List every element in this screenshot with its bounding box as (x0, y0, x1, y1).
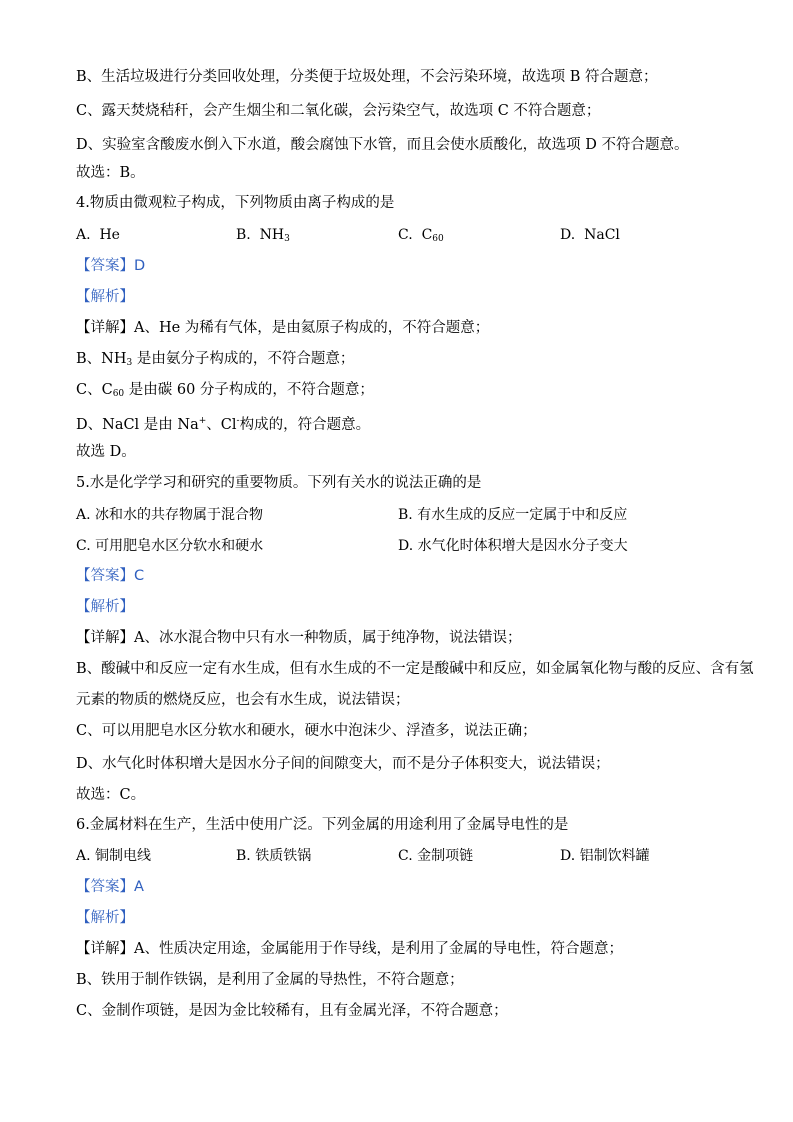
answer-value: A (134, 879, 144, 895)
q4-answer (76, 256, 145, 276)
analysis-tag: 【解析】 (76, 910, 134, 926)
option-letter: A. (76, 227, 91, 243)
detail-tag: 【详解】 (76, 320, 134, 336)
question-6-stem: 6.金属材料在生产，生活中使用广泛。下列金属的用途利用了金属导电性的是 (76, 817, 569, 833)
q6-option-b: B. 铁质铁锅 (236, 848, 312, 864)
detail-text: 、Cl (206, 417, 237, 433)
q4-option-b (236, 225, 290, 249)
q4-detail-d (76, 411, 370, 435)
q5-answer (76, 566, 144, 586)
q6-analysis-tag (76, 908, 134, 928)
detail-text: C、C (76, 382, 113, 398)
q5-option-b: B. 有水生成的反应一定属于中和反应 (398, 507, 628, 523)
subscript: 60 (432, 234, 444, 244)
q5-conclusion: 故选：C。 (76, 787, 146, 803)
detail-text: A、He 为稀有气体，是由氦原子构成的，不符合题意； (134, 320, 490, 336)
q4-detail-b (76, 349, 354, 373)
answer-tag: 【答案】 (76, 568, 134, 584)
detail-text: B、NH (76, 351, 127, 367)
q6-option-c: C. 金制项链 (398, 848, 474, 864)
answer-value: D (134, 258, 146, 274)
option-letter: D. (560, 227, 576, 243)
detail-text: 构成的，符合题意。 (239, 417, 371, 433)
detail-text: 是由氨分子构成的，不符合题意； (132, 351, 355, 367)
q6-detail-b: B、铁用于制作铁锅，是利用了金属的导热性，不符合题意； (76, 972, 464, 988)
explanation-line-d: D、实验室含酸废水倒入下水道，酸会腐蚀下水管，而且会使水质酸化，故选项 D 不符合题意。 (76, 137, 689, 153)
analysis-tag: 【解析】 (76, 289, 134, 305)
conclusion-line: 故选：B。 (76, 165, 145, 181)
option-text: He (99, 227, 120, 243)
option-text: NaCl (584, 227, 620, 243)
q4-option-c (398, 225, 444, 249)
q5-analysis-tag (76, 597, 134, 617)
detail-tag: 【详解】 (76, 941, 134, 957)
q6-option-d: D. 铝制饮料罐 (560, 848, 650, 864)
answer-tag: 【答案】 (76, 258, 134, 274)
answer-tag: 【答案】 (76, 879, 134, 895)
superscript: + (198, 416, 207, 426)
question-5-stem: 5.水是化学学习和研究的重要物质。下列有关水的说法正确的是 (76, 475, 482, 491)
detail-text: D、NaCl 是由 Na (76, 417, 199, 433)
q6-detail-a (76, 939, 623, 959)
detail-text: A、性质决定用途，金属能用于作导线，是利用了金属的导电性，符合题意； (134, 941, 623, 957)
subscript: 3 (284, 234, 290, 244)
q5-detail-b1: B、酸碱中和反应一定有水生成，但有水生成的不一定是酸碱中和反应，如金属氧化物与酸的反应、含有氢 (76, 661, 754, 677)
q4-analysis-tag (76, 287, 134, 307)
q4-option-a (76, 225, 120, 245)
q4-conclusion: 故选 D。 (76, 444, 136, 460)
explanation-line-b: B、生活垃圾进行分类回收处理，分类便于垃圾处理，不会污染环境，故选项 B 符合题意； (76, 69, 658, 85)
answer-value: C (134, 568, 145, 584)
q5-detail-d: D、水气化时体积增大是因水分子间的间隙变大，而不是分子体积变大，说法错误； (76, 756, 610, 772)
subscript: 3 (126, 358, 133, 368)
option-letter: C. (398, 227, 413, 243)
q5-detail-b2: 元素的物质的燃烧反应，也会有水生成，说法错误； (76, 692, 410, 708)
q6-option-a: A. 铜制电线 (76, 848, 152, 864)
q5-option-a: A. 冰和水的共存物属于混合物 (76, 507, 264, 523)
q4-detail-c (76, 380, 374, 404)
subscript: 60 (112, 389, 125, 399)
q4-option-d (560, 225, 620, 245)
q5-option-d: D. 水气化时体积增大是因水分子变大 (398, 538, 628, 554)
q5-detail-c: C、可以用肥皂水区分软水和硬水，硬水中泡沫少、浮渣多，说法正确； (76, 723, 537, 739)
explanation-line-c: C、露天焚烧秸秆，会产生烟尘和二氧化碳，会污染空气，故选项 C 不符合题意； (76, 103, 601, 119)
q4-detail-a (76, 318, 489, 338)
q5-option-c: C. 可用肥皂水区分软水和硬水 (76, 538, 264, 554)
analysis-tag: 【解析】 (76, 599, 134, 615)
q6-detail-c: C、金制作项链，是因为金比较稀有，且有金属光泽，不符合题意； (76, 1003, 508, 1019)
question-4-stem: 4.物质由微观粒子构成，下列物质由离子构成的是 (76, 195, 395, 211)
q5-detail-a (76, 628, 521, 648)
superscript: - (236, 416, 240, 426)
detail-text: A、冰水混合物中只有水一种物质，属于纯净物，说法错误； (134, 630, 522, 646)
option-letter: B. (236, 227, 251, 243)
option-text: NH (259, 227, 285, 243)
detail-tag: 【详解】 (76, 630, 134, 646)
option-text: C (421, 227, 433, 243)
q6-answer (76, 877, 144, 897)
detail-text: 是由碳 60 分子构成的，不符合题意； (124, 382, 374, 398)
